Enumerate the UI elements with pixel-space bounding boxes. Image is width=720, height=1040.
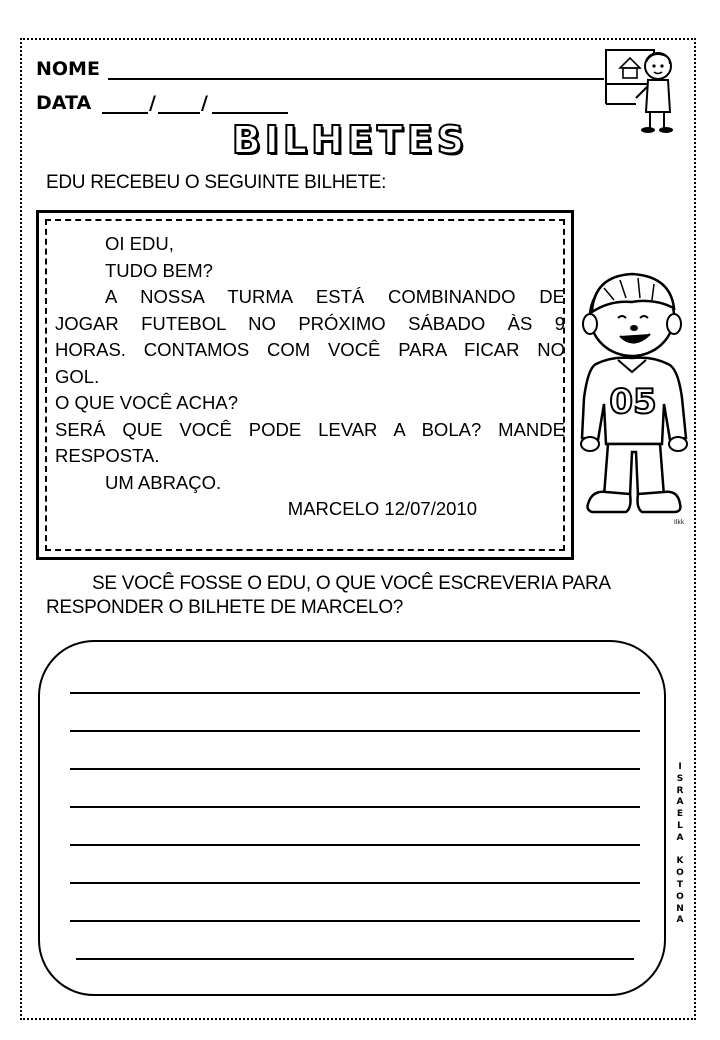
credit-letter: E: [676, 809, 684, 820]
credit-letter: A: [676, 832, 684, 843]
credit-letter: O: [676, 891, 684, 902]
clipart-signature: Ilkk: [674, 519, 685, 526]
credit-letter: L: [677, 820, 683, 831]
answer-line[interactable]: [70, 692, 640, 694]
intro-text: EDU RECEBEU O SEGUINTE BILHETE:: [46, 172, 387, 193]
answer-line[interactable]: [70, 806, 640, 808]
date-month-field[interactable]: [158, 112, 200, 114]
answer-line[interactable]: [70, 920, 640, 922]
date-day-field[interactable]: [102, 112, 148, 114]
credit-letter: A: [676, 797, 684, 808]
note-text: [55, 231, 565, 523]
note-signature: MARCELO 12/07/2010: [287, 498, 477, 519]
credit-space: [673, 845, 687, 857]
note-line: O QUE VOCÊ ACHA?: [55, 392, 238, 413]
name-label: NOME: [36, 58, 100, 80]
date-separator: /: [149, 92, 156, 114]
question-line: SE VOCÊ FOSSE O EDU, O QUE VOCÊ ESCREVERIA PARA: [92, 573, 611, 594]
note-line: JOGAR FUTEBOL NO PRÓXIMO SÁBADO ÀS 9: [55, 312, 565, 334]
soccer-boy-icon: [574, 268, 694, 526]
date-year-field[interactable]: [212, 112, 288, 114]
answer-line[interactable]: [70, 844, 640, 846]
date-label: DATA: [36, 92, 92, 114]
credit-letter: R: [676, 785, 684, 796]
author-credit: [673, 762, 687, 927]
answer-line[interactable]: [70, 730, 640, 732]
answer-box: [38, 640, 666, 996]
note-line: SERÁ QUE VOCÊ PODE LEVAR A BOLA? MANDE: [55, 418, 565, 440]
credit-letter: K: [676, 856, 684, 867]
name-field[interactable]: [108, 78, 604, 80]
date-separator: /: [201, 92, 208, 114]
note-greeting: OI EDU,: [105, 233, 174, 254]
jersey-number: 05: [609, 382, 657, 422]
answer-line[interactable]: [70, 768, 640, 770]
note-line: GOL.: [55, 365, 100, 387]
credit-letter: T: [676, 879, 684, 890]
note-box: [36, 210, 574, 560]
note-dashed-border: [45, 219, 565, 551]
credit-letter: N: [676, 903, 684, 914]
note-line: TUDO BEM?: [105, 259, 213, 281]
note-line: HORAS. CONTAMOS COM VOCÊ PARA FICAR NO: [55, 339, 565, 360]
page-title: BILHETES: [231, 118, 469, 162]
note-line: A NOSSA TURMA ESTÁ COMBINANDO DE: [105, 286, 565, 307]
credit-letter: S: [676, 773, 684, 784]
credit-letter: I: [678, 762, 682, 772]
question-line: RESPONDER O BILHETE DE MARCELO?: [46, 597, 404, 618]
answer-line[interactable]: [76, 958, 634, 960]
answer-line[interactable]: [70, 882, 640, 884]
credit-letter: O: [676, 868, 684, 879]
question-text: [46, 572, 656, 620]
credit-letter: A: [676, 915, 684, 926]
note-closing: UM ABRAÇO.: [105, 471, 222, 493]
note-line: RESPOSTA.: [55, 445, 160, 466]
